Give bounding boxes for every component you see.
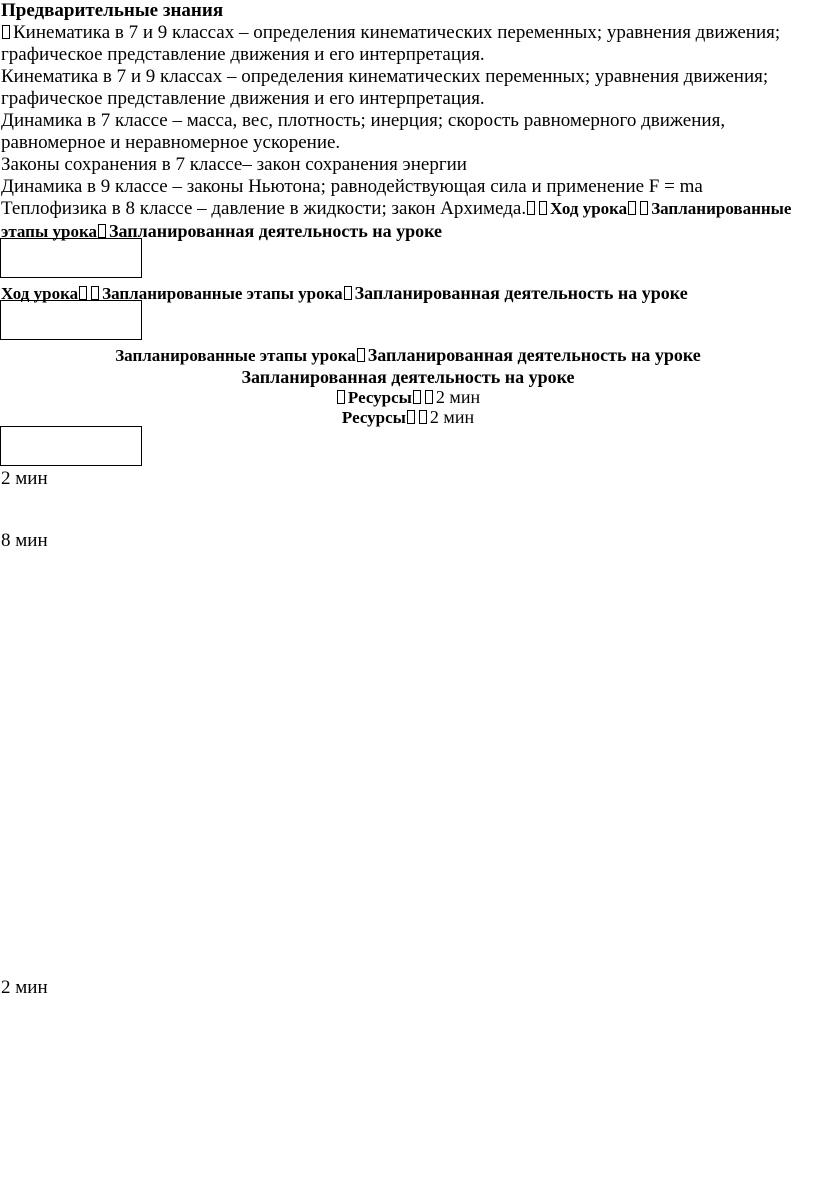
- prior-knowledge-line-5: Динамика в 7 классе – масса, вес, плотность; инерция; скорость равномерного движения,: [1, 110, 726, 131]
- resources-row-1: Ресурсы 2 мин: [0, 386, 816, 410]
- planned-activity-centered: Запланированная деятельность на уроке: [241, 367, 575, 387]
- missing-glyph-icon: [419, 410, 427, 424]
- planned-stages-label: Запланированные: [651, 199, 792, 218]
- stages-activity-line: этапы урока Запланированная деятельность на уроке: [1, 221, 443, 241]
- planned-stages-centered: Запланированные этапы урока Запланированная деятельность на уроке: [115, 345, 701, 365]
- prior-knowledge-line-4: графическое представление движения и его интерпретация.: [1, 88, 485, 109]
- missing-glyph-icon: [344, 286, 352, 300]
- prior-knowledge-line-2: графическое представление движения и его интерпретация.: [1, 44, 485, 65]
- timing-2min: 2 мин: [1, 468, 48, 489]
- missing-glyph-icon: [628, 201, 636, 215]
- missing-glyph-icon: [357, 348, 365, 362]
- empty-cell-box: [0, 238, 142, 278]
- missing-glyph-icon: [2, 25, 10, 39]
- missing-glyph-icon: [91, 286, 99, 300]
- resources-row-2: Ресурсы 2 мин: [341, 407, 475, 427]
- prior-knowledge-heading: Предварительные знания: [1, 0, 224, 21]
- timing-8min: 8 мин: [1, 530, 48, 551]
- prior-knowledge-line-7: Законы сохранения в 7 классе– закон сохранения энергии: [1, 154, 467, 175]
- missing-glyph-icon: [425, 390, 433, 404]
- prior-knowledge-line-1: Кинематика в 7 и 9 классах – определения кинематических переменных; уравнения движения;: [1, 22, 780, 44]
- missing-glyph-icon: [98, 224, 106, 238]
- prior-knowledge-line-3: Кинематика в 7 и 9 классах – определения кинематических переменных; уравнения движения;: [1, 66, 769, 87]
- missing-glyph-icon: [79, 286, 87, 300]
- missing-glyph-icon: [413, 390, 421, 404]
- empty-cell-box: [0, 426, 142, 466]
- prior-knowledge-line-9: Теплофизика в 8 классе – давление в жидкости; закон Архимеда. Ход урока Запланированные: [1, 198, 792, 219]
- lesson-flow-header-row: Ход урока Запланированные этапы урока Запланированная деятельность на уроке: [1, 283, 688, 303]
- lesson-flow-label: Ход урока: [550, 199, 628, 218]
- missing-glyph-icon: [539, 201, 547, 215]
- missing-glyph-icon: [407, 410, 415, 424]
- prior-knowledge-line-6: равномерное и неравномерное ускорение.: [1, 132, 341, 153]
- timing-2min-bottom: 2 мин: [1, 977, 48, 998]
- prior-knowledge-line-8: Динамика в 9 классе – законы Ньютона; равнодействующая сила и применение F = ma: [1, 176, 703, 197]
- missing-glyph-icon: [337, 390, 345, 404]
- empty-cell-box: [0, 300, 142, 340]
- missing-glyph-icon: [640, 201, 648, 215]
- missing-glyph-icon: [527, 201, 535, 215]
